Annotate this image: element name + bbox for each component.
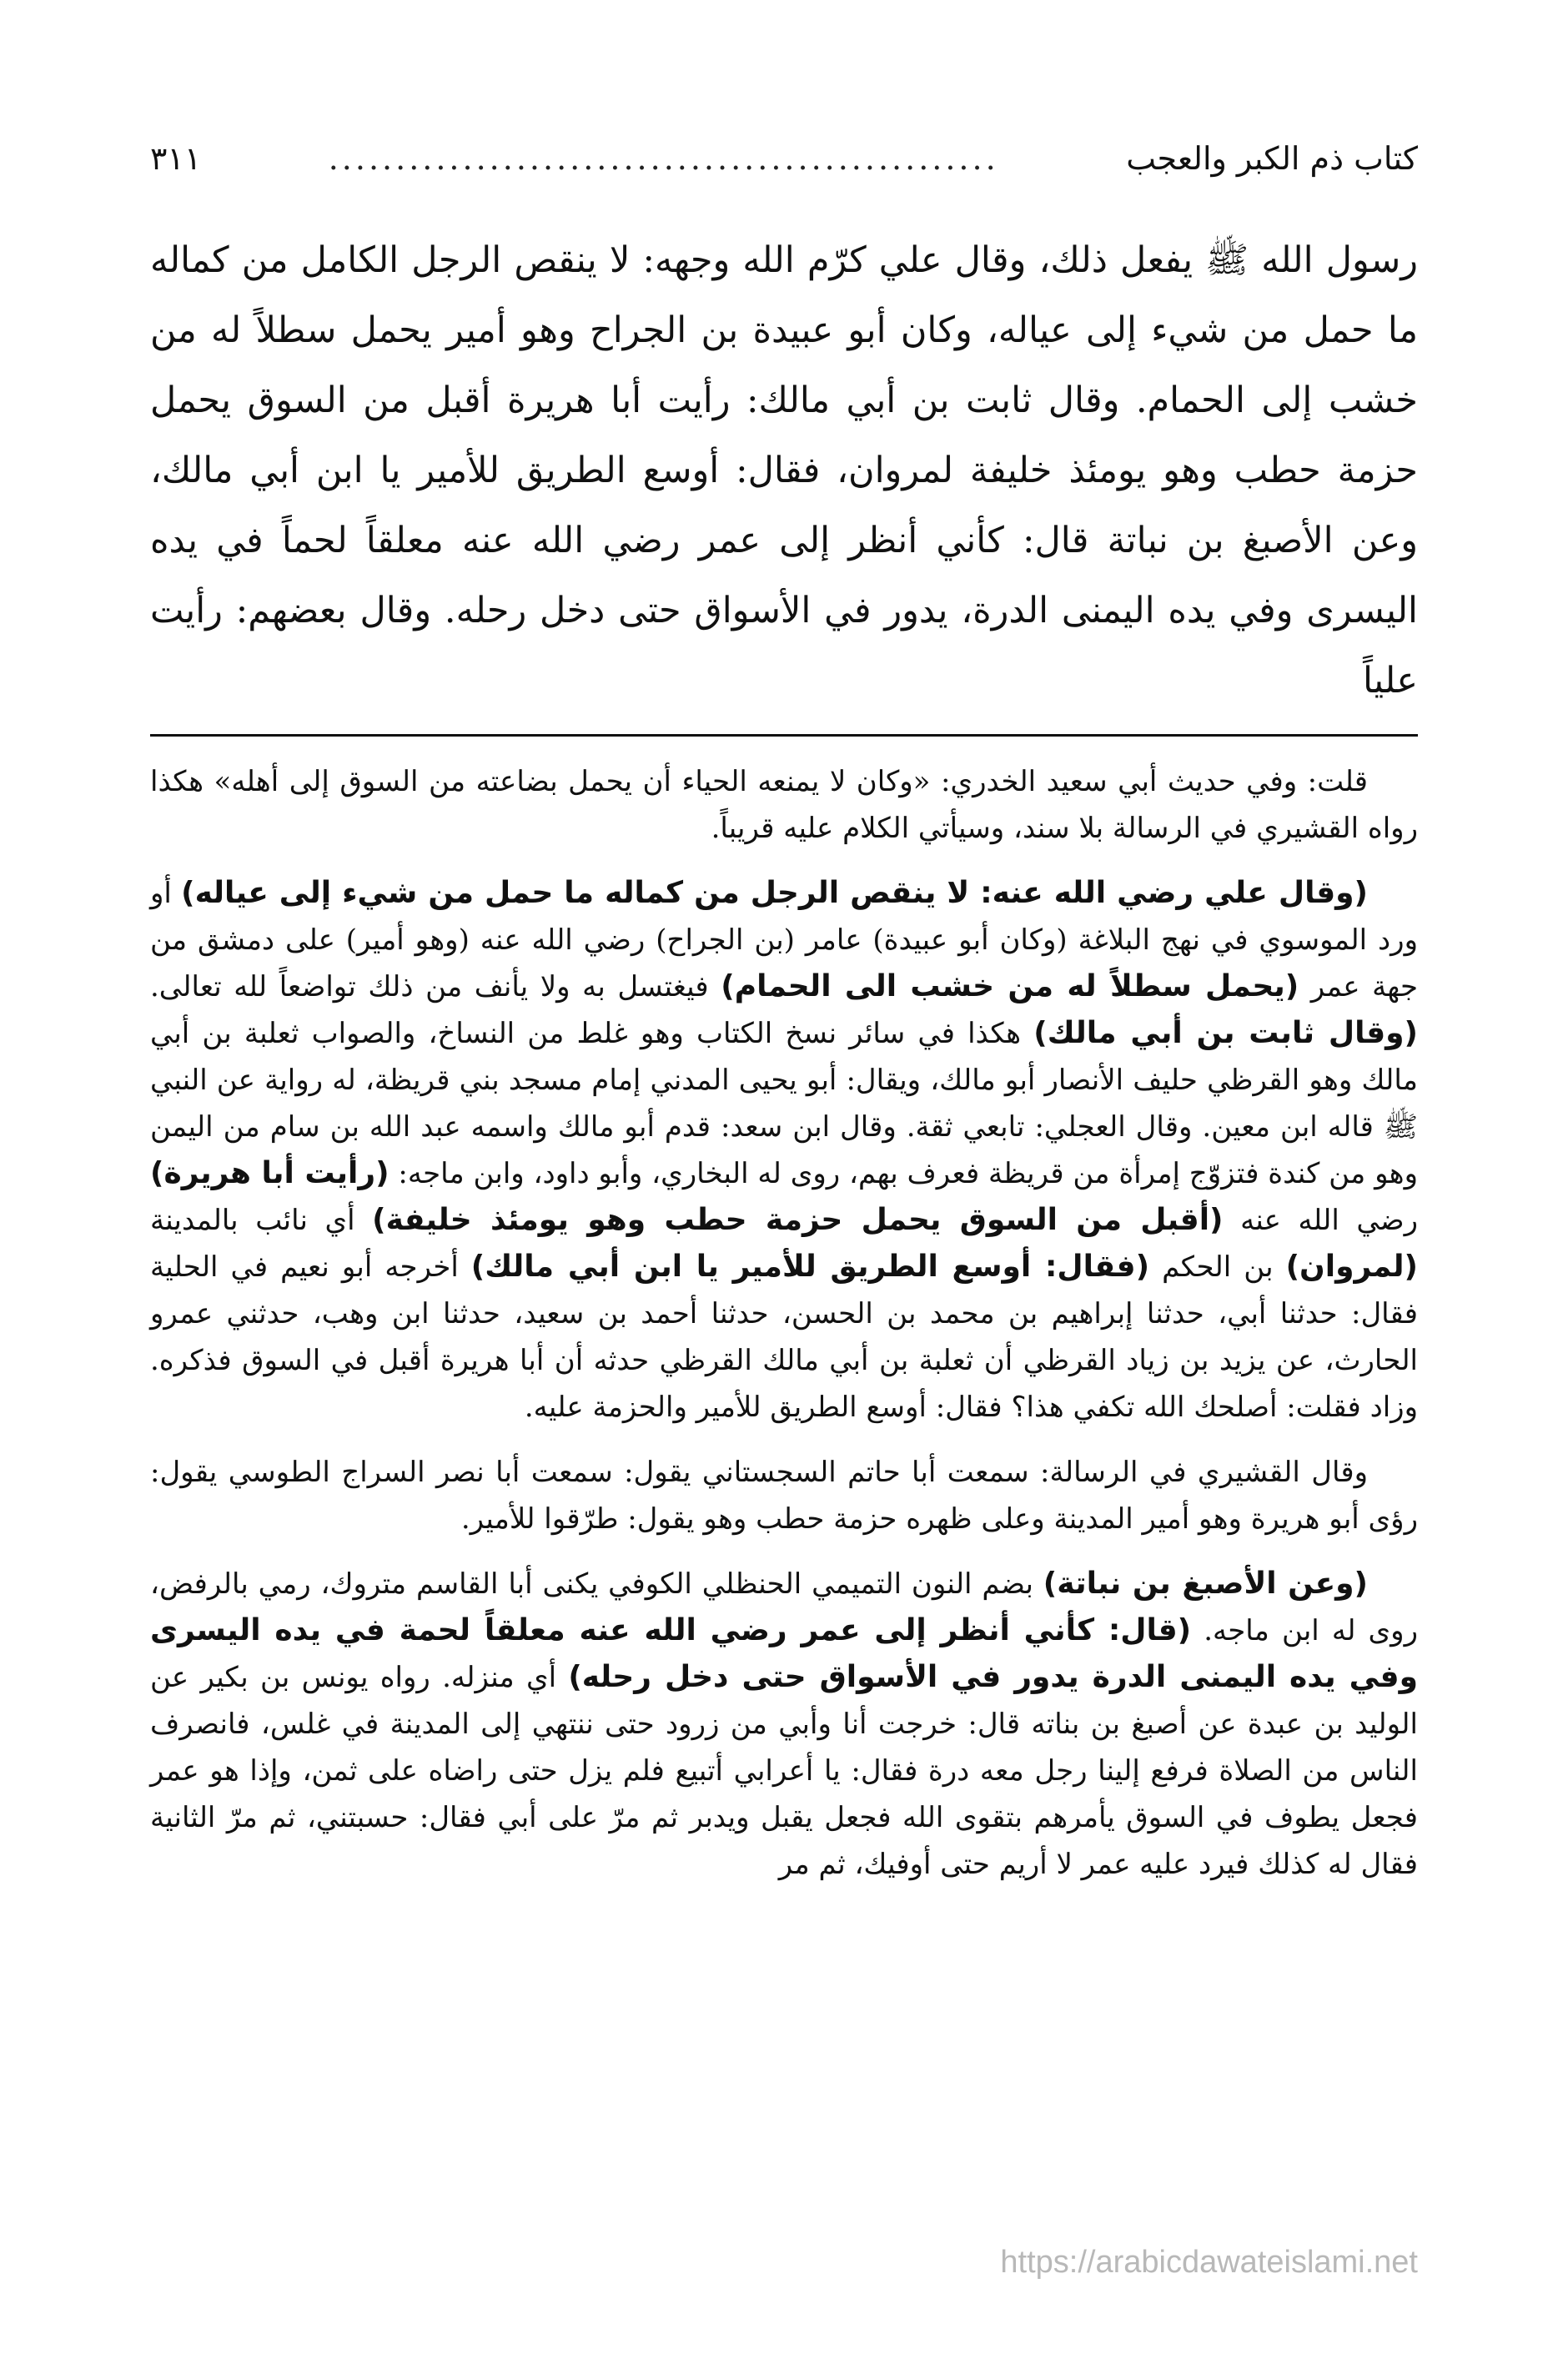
- page: [150, 125, 1418, 2294]
- page-number: ٣١١: [150, 140, 202, 177]
- commentary-paragraph-4: [150, 1561, 1418, 1888]
- commentary-text: هكذا في سائر نسخ الكتاب وهو غلط من النساخ، والصواب ثعلبة بن أبي مالك وهو القرظي حليف الأنصار أبو مالك، ويقال: أبو يحيى المدني إمام مسجد بني قريظة، له رواية عن النبي ﷺ قاله ابن معين. وقال العجلي: تابعي ثقة. وقال ابن سعد: قدم أبو مالك واسمه عبد الله بن سام من اليمن وهو من كندة فتزوّج إمرأة من قريظة فعرف بهم، روى له البخاري، وأبو داود، وابن ماجه:: [150, 1017, 1418, 1190]
- commentary-text: أي نائب بالمدينة: [150, 1204, 373, 1237]
- commentary-paragraph-1: قلت: وفي حديث أبي سعيد الخدري: «وكان لا يمنعه الحياء أن يحمل بضاعته من السوق إلى أهله» هكذا رواه القشيري في الرسالة بلا سند، وسيأتي الكلام عليه قريباً.: [150, 765, 1418, 845]
- quoted-text: (وقال علي رضي الله عنه: لا ينقص الرجل من كماله ما حمل من شيء إلى عياله): [181, 876, 1368, 910]
- quoted-text: (لمروان): [1285, 1250, 1418, 1284]
- commentary-text: بن الحكم: [1149, 1250, 1286, 1284]
- commentary-text: رضي الله عنه: [1223, 1204, 1419, 1237]
- quoted-text: (وعن الأصبغ بن نباتة): [1043, 1567, 1368, 1601]
- quoted-text: (رأيت أبا هريرة): [150, 1156, 389, 1190]
- commentary: [150, 758, 1418, 1888]
- commentary-text: فيغتسل به ولا يأنف من ذلك تواضعاً لله تعالى.: [150, 970, 721, 1003]
- running-head: [150, 125, 1418, 192]
- watermark-url: https://arabicdawateislami.net: [1000, 2245, 1418, 2280]
- quoted-text: (قال: كأني أنظر إلى عمر رضي الله عنه معلقاً لحمة في يده اليسرى وفي يده اليمنى الدرة يدور في الأسواق حتى دخل رحله): [150, 1613, 1418, 1694]
- quoted-text: (وقال ثابت بن أبي مالك): [1033, 1016, 1418, 1050]
- commentary-text: بضم النون التميمي الحنظلي الكوفي يكنى أبا القاسم متروك، رمي بالرفض، روى له ابن ماجه.: [150, 1567, 1419, 1647]
- commentary-paragraph-2: [150, 870, 1418, 1431]
- commentary-text: أخرجه أبو نعيم في الحلية فقال: حدثنا أبي، حدثنا إبراهيم بن محمد بن الحسن، حدثنا أحمد بن سعيد، حدثنا ابن وهب، حدثني عمرو الحارث، عن يزيد بن زياد القرظي أن ثعلبة بن أبي مالك القرظي حدثه أن أبا هريرة أقبل في السوق فذكره. وزاد فقلت: أصلحك الله تكفي هذا؟ فقال: أوسع الطريق للأمير والحزمة عليه.: [150, 1250, 1418, 1424]
- commentary-paragraph-3: وقال القشيري في الرسالة: سمعت أبا حاتم السجستاني يقول: سمعت أبا نصر السراج الطوسي يقول: رؤى أبو هريرة وهو أمير المدينة وعلى ظهره حزمة حطب وهو يقول: طرّقوا للأمير.: [150, 1456, 1418, 1536]
- book-section-title: كتاب ذم الكبر والعجب: [1126, 140, 1418, 177]
- quoted-text: (فقال: أوسع الطريق للأمير يا ابن أبي مالك): [470, 1250, 1150, 1284]
- commentary-text: أي منزله. رواه يونس بن بكير عن الوليد بن عبدة عن أصبغ بن بناته قال: خرجت أنا وأبي من زرود حتى ننتهي إلى المدينة في غلس، فانصرف الناس من الصلاة فرفع إلينا رجل معه درة فقال: يا أعرابي أتبيع فلم يزل حتى راضاه على ثمن، وإذا هو عمر فجعل يطوف في السوق يأمرهم بتقوى الله فجعل يقبل ويدبر ثم مرّ على أبي فقال: حسبتني، ثم مرّ الثانية فقال له كذلك فيرد عليه عمر لا أريم حتى أوفيك، ثم مر: [150, 1661, 1418, 1881]
- main-text: رسول الله ﷺ يفعل ذلك، وقال علي كرّم الله وجهه: لا ينقص الرجل الكامل من كماله ما حمل من شيء إلى عياله، وكان أبو عبيدة بن الجراح وهو أمير يحمل سطلاً له من خشب إلى الحمام. وقال ثابت بن أبي مالك: رأيت أبا هريرة أقبل من السوق يحمل حزمة حطب وهو يومئذ خليفة لمروان، فقال: أوسع الطريق للأمير يا ابن أبي مالك، وعن الأصبغ بن نباتة قال: كأني أنظر إلى عمر رضي الله عنه معلقاً لحماً في يده اليسرى وفي يده اليمنى الدرة، يدور في الأسواق حتى دخل رحله. وقال بعضهم: رأيت علياً: [150, 239, 1418, 702]
- separator-rule: [150, 734, 1418, 737]
- quoted-text: (يحمل سطلاً له من خشب الى الحمام): [721, 969, 1299, 1003]
- quoted-text: (أقبل من السوق يحمل حزمة حطب وهو يومئذ خليفة): [372, 1203, 1224, 1237]
- leader-dots: ..................................................: [328, 140, 999, 177]
- commentary-text: أو ورد الموسوي في نهج البلاغة (وكان أبو عبيدة) عامر (بن الجراح) رضي الله عنه (وهو أمير) على دمشق من جهة عمر: [150, 877, 1418, 1003]
